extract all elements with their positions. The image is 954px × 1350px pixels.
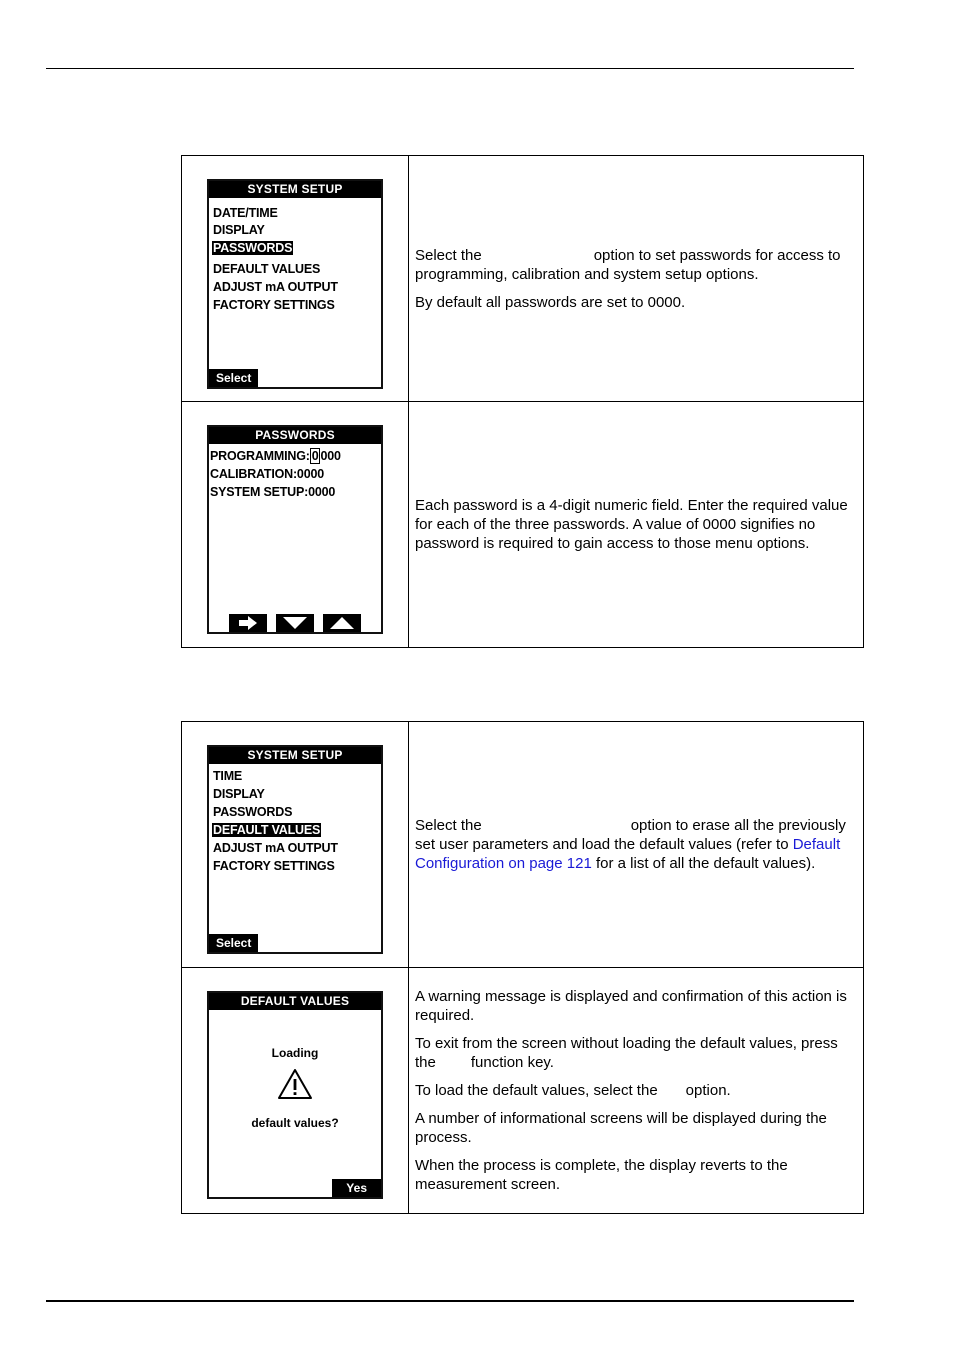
lcd-passwords (207, 425, 383, 634)
description-paragraph: When the process is complete, the display reverts to the measurement screen. (415, 1157, 788, 1193)
description-cell (409, 156, 864, 402)
table-row (182, 156, 864, 402)
digit-cursor: 0 (311, 449, 319, 463)
menu-item-time: TIME (213, 769, 243, 783)
menu-item-display: DISPLAY (213, 787, 265, 801)
passwords-steps-table (181, 155, 864, 648)
description-paragraph: Select the option to erase all the previously set user parameters and load the default values (refer to Default Configuration on page 121 for a list of all the default values). (415, 817, 846, 872)
menu-item-date-time: DATE/TIME (213, 206, 278, 220)
right-arrow-icon (229, 614, 267, 632)
loading-label: Loading (271, 1046, 319, 1060)
lcd-password-fields (209, 444, 381, 501)
calibration-password-field: CALIBRATION:0000 (210, 467, 324, 481)
screen-cell (182, 722, 409, 968)
screen-cell (182, 968, 409, 1214)
menu-item-factory-settings: FACTORY SETTINGS (213, 298, 335, 312)
description-paragraph: A warning message is displayed and confirmation of this action is required. (415, 988, 847, 1024)
table-row (182, 402, 864, 648)
description-cell (409, 968, 864, 1214)
lcd-title: PASSWORDS (209, 427, 381, 444)
lcd-system-setup (207, 745, 383, 954)
lcd-system-setup (207, 179, 383, 389)
down-arrow-icon (276, 614, 314, 632)
description-paragraph: By default all passwords are set to 0000. (415, 293, 686, 311)
description-cell (409, 722, 864, 968)
description-paragraph: To load the default values, select the option. (415, 1082, 731, 1099)
warning-message (209, 1046, 381, 1130)
lcd-default-values (207, 991, 383, 1199)
system-setup-password-field: SYSTEM SETUP:0000 (210, 485, 336, 499)
description-cell (409, 402, 864, 648)
up-arrow-icon (323, 614, 361, 632)
lcd-menu (209, 764, 381, 875)
menu-item-passwords: PASSWORDS (213, 241, 293, 255)
lcd-softkeys (229, 614, 361, 632)
menu-item-default-values: DEFAULT VALUES (213, 823, 321, 837)
default-values-steps-table (181, 721, 864, 1214)
footer-rule (46, 1300, 854, 1302)
lcd-title: DEFAULT VALUES (209, 993, 381, 1010)
table-row (182, 968, 864, 1214)
menu-item-factory-settings: FACTORY SETTINGS (213, 859, 335, 873)
menu-item-adjust-ma-output: ADJUST mA OUTPUT (213, 280, 338, 294)
menu-item-default-values: DEFAULT VALUES (213, 262, 321, 276)
default-values-question: default values? (251, 1116, 339, 1130)
header-rule (46, 68, 854, 69)
description-paragraph: To exit from the screen without loading the default values, press the function key. (415, 1035, 838, 1071)
select-softkey: Select (209, 934, 258, 952)
lcd-menu (209, 198, 381, 314)
description-paragraph: Select the option to set passwords for access to programming, calibration and system setup options. (415, 246, 841, 283)
yes-softkey: Yes (332, 1179, 381, 1197)
description-paragraph: Each password is a 4-digit numeric field. Enter the required value for each of the three passwords. A value of 0000 signifies no password is required to gain access to those menu options. (415, 497, 848, 552)
lcd-title: SYSTEM SETUP (209, 747, 381, 764)
table-row (182, 722, 864, 968)
default-configuration-link: Default Configuration on page 121 (415, 836, 841, 872)
menu-item-passwords: PASSWORDS (213, 805, 293, 819)
lcd-title: SYSTEM SETUP (209, 181, 381, 198)
programming-password-field: PROGRAMMING: 0 000 (210, 449, 341, 463)
menu-item-display: DISPLAY (213, 223, 265, 237)
screen-cell (182, 402, 409, 648)
select-softkey: Select (209, 369, 258, 387)
menu-item-adjust-ma-output: ADJUST mA OUTPUT (213, 841, 338, 855)
description-paragraph: A number of informational screens will be displayed during the process. (415, 1110, 827, 1146)
warning-icon (209, 1068, 381, 1100)
screen-cell (182, 156, 409, 402)
